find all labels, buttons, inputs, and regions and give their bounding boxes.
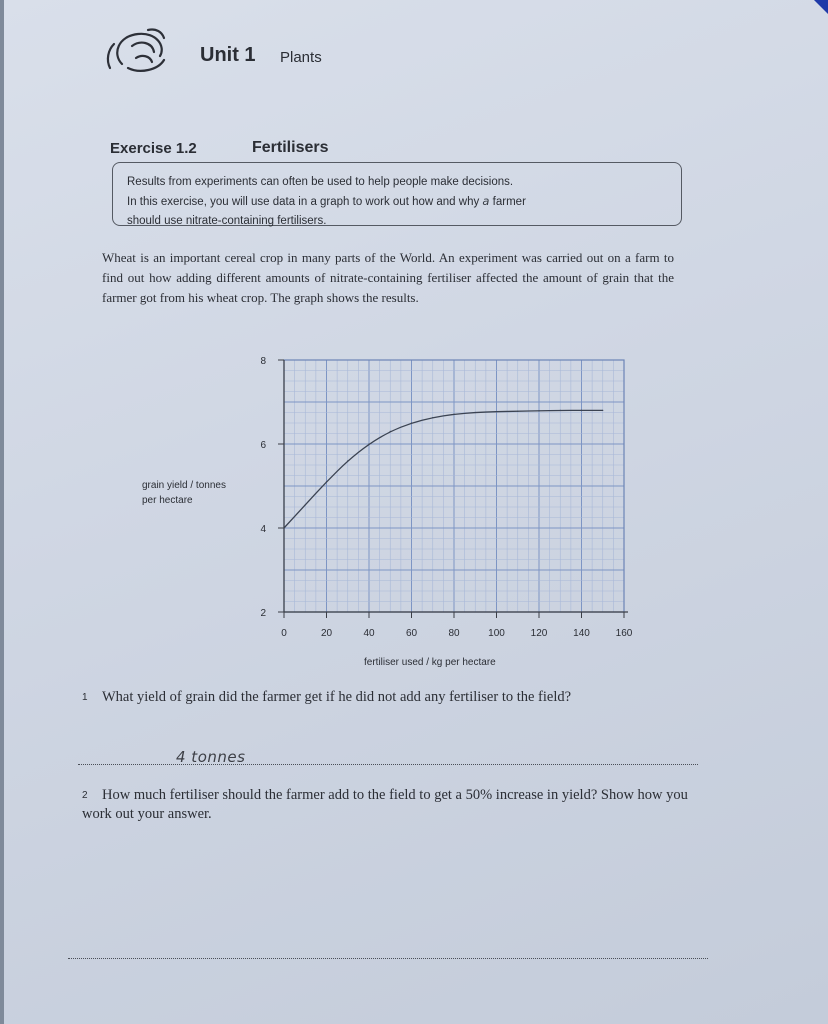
x-axis-label: fertiliser used / kg per hectare <box>364 657 496 668</box>
y-axis-label <box>142 478 240 508</box>
question-text: What yield of grain did the farmer get if he did not add any fertiliser to the field? <box>102 689 572 705</box>
workbook-page <box>4 0 828 1024</box>
unit-title: Unit 1 <box>200 44 256 66</box>
exercise-label: Exercise 1.2 <box>110 140 197 157</box>
x-tick-label: 20 <box>320 628 333 639</box>
intro-line-3: should use nitrate-containing fertilisers. <box>127 215 327 227</box>
plant-unit-logo-icon <box>104 24 180 82</box>
x-tick-label: 60 <box>405 628 418 639</box>
intro-box <box>112 162 682 226</box>
x-tick-label: 140 <box>573 628 590 639</box>
handwritten-answer: 4 tonnes <box>176 748 246 766</box>
data-point <box>453 414 454 415</box>
unit-topic: Plants <box>280 49 322 66</box>
data-point <box>411 422 412 423</box>
plot-frame <box>284 360 624 612</box>
intro-paragraph: Wheat is an important cereal crop in many parts of the World. An experiment was carried out on a farm to find out how adding different amounts of nitrate-containing fertiliser affected the amount of grain that the farmer got from his wheat crop. The graph shows the results. <box>102 250 674 305</box>
data-point <box>581 410 582 411</box>
data-point <box>475 412 476 413</box>
data-point <box>496 411 497 412</box>
x-tick-label: 0 <box>281 628 287 639</box>
question-text: How much fertiliser should the farmer add to the field to get a 50% increase in yield? Show how you work out your answer. <box>82 787 688 822</box>
y-tick-label: 8 <box>260 356 266 367</box>
y-tick-label: 6 <box>260 440 266 451</box>
handwritten-a: a <box>482 194 490 208</box>
y-tick-label: 4 <box>260 524 266 535</box>
answer-line-1[interactable] <box>78 764 698 765</box>
data-point <box>602 410 603 411</box>
data-point <box>368 443 369 444</box>
data-point <box>432 417 433 418</box>
yield-graph <box>4 0 828 680</box>
data-point <box>517 411 518 412</box>
question-1 <box>82 688 702 707</box>
data-point <box>560 410 561 411</box>
series-line-grain-yield <box>284 410 603 528</box>
y-tick-label: 2 <box>260 608 266 619</box>
data-point <box>390 431 391 432</box>
question-number: 2 <box>82 790 88 801</box>
y-axis-label-text: grain yield / tonnes per hectare <box>142 480 226 506</box>
exercise-title: Fertilisers <box>252 139 329 156</box>
data-point <box>538 410 539 411</box>
data-point <box>305 504 306 505</box>
intro-line-1: Results from experiments can often be used to help people make decisions. <box>127 176 514 188</box>
page-corner-mark <box>814 0 828 14</box>
x-tick-label: 120 <box>530 628 548 639</box>
x-tick-label: 80 <box>448 628 460 639</box>
x-tick-label: 100 <box>488 628 505 639</box>
question-number: 1 <box>82 692 88 703</box>
data-point <box>326 481 327 482</box>
intro-line-2 <box>127 192 667 212</box>
x-tick-label: 40 <box>363 628 375 639</box>
grid <box>284 360 624 612</box>
data-point <box>283 527 284 528</box>
data-point <box>347 460 348 461</box>
x-tick-label: 160 <box>615 628 633 639</box>
answer-line-2[interactable] <box>68 958 708 959</box>
intro-line-2-start: In this exercise, you will use data in a graph to work out how and why <box>127 196 483 208</box>
question-2 <box>82 786 702 824</box>
intro-line-2-end: farmer <box>489 196 526 208</box>
